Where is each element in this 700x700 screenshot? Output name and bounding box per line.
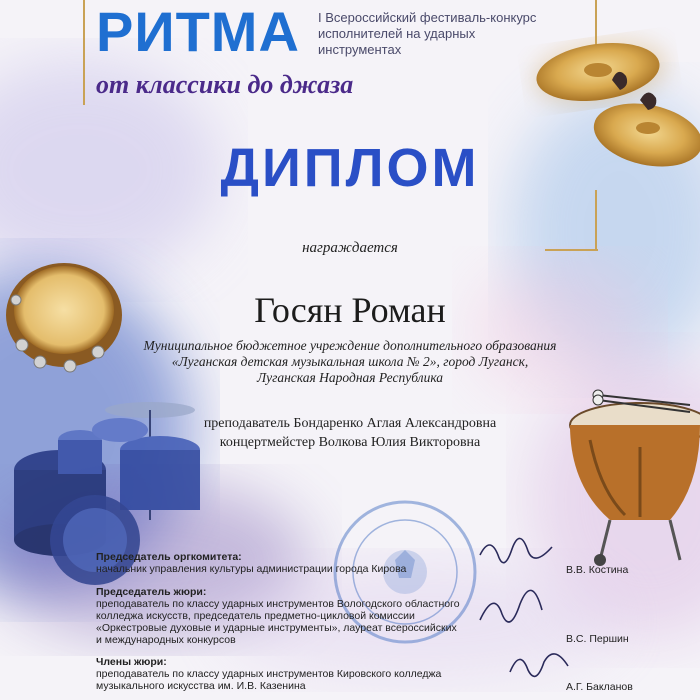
- jury-chair-block: [96, 586, 506, 646]
- accompanist-line: концертмейстер Волкова Юлия Викторовна: [219, 435, 481, 450]
- festival-slogan: от классики до джаза: [96, 70, 354, 99]
- jury-member-desc: преподаватель по классу ударных инструментов Кировского колледжа: [96, 668, 442, 680]
- institution-line: Луганская Народная Республика: [256, 370, 444, 385]
- jury-chair-desc: и международных конкурсов: [96, 634, 236, 646]
- awarded-text: награждается: [302, 240, 398, 256]
- jury-members-title: Члены жюри:: [96, 656, 167, 668]
- jury-members-block: [96, 656, 506, 692]
- org-chair-desc: начальник управления культуры администрации города Кирова: [96, 563, 407, 575]
- recipient-name: Госян Роман: [254, 290, 446, 330]
- org-chair-title: Председатель оргкомитета:: [96, 551, 242, 563]
- org-chair-block: [96, 551, 496, 575]
- jury-chair-desc: колледжа искусств, председатель предметно-цикловой комиссии: [96, 610, 415, 622]
- festival-line: инструментах: [318, 42, 402, 57]
- institution-line: «Луганская детская музыкальная школа № 2», город Луганск,: [171, 354, 529, 369]
- jury-member-desc: музыкального искусства им. И.В. Казенина: [96, 680, 306, 692]
- institution-block: [100, 338, 600, 386]
- festival-line: I Всероссийский фестиваль-конкурс: [318, 10, 537, 25]
- jury-chair-title: Председатель жюри:: [96, 586, 207, 598]
- org-chair-name: В.В. Костина: [566, 564, 629, 576]
- festival-line: исполнителей на ударных: [318, 26, 476, 41]
- teacher-line: преподаватель Бондаренко Аглая Александровна: [203, 416, 497, 431]
- festival-description: [318, 10, 568, 58]
- jury-chair-name: В.С. Першин: [566, 633, 629, 645]
- jury-chair-desc: преподаватель по классу ударных инструментов Вологодского областного: [96, 598, 460, 610]
- teachers-block: [100, 414, 600, 452]
- diploma-title: ДИПЛОМ: [220, 138, 480, 198]
- festival-logo: РИТМА: [96, 0, 300, 63]
- jury-member-name: А.Г. Бакланов: [566, 681, 633, 693]
- jury-chair-desc: «Оркестровые духовые и ударные инструменты», лауреат всероссийских: [96, 622, 457, 634]
- institution-line: Муниципальное бюджетное учреждение дополнительного образования: [143, 338, 557, 353]
